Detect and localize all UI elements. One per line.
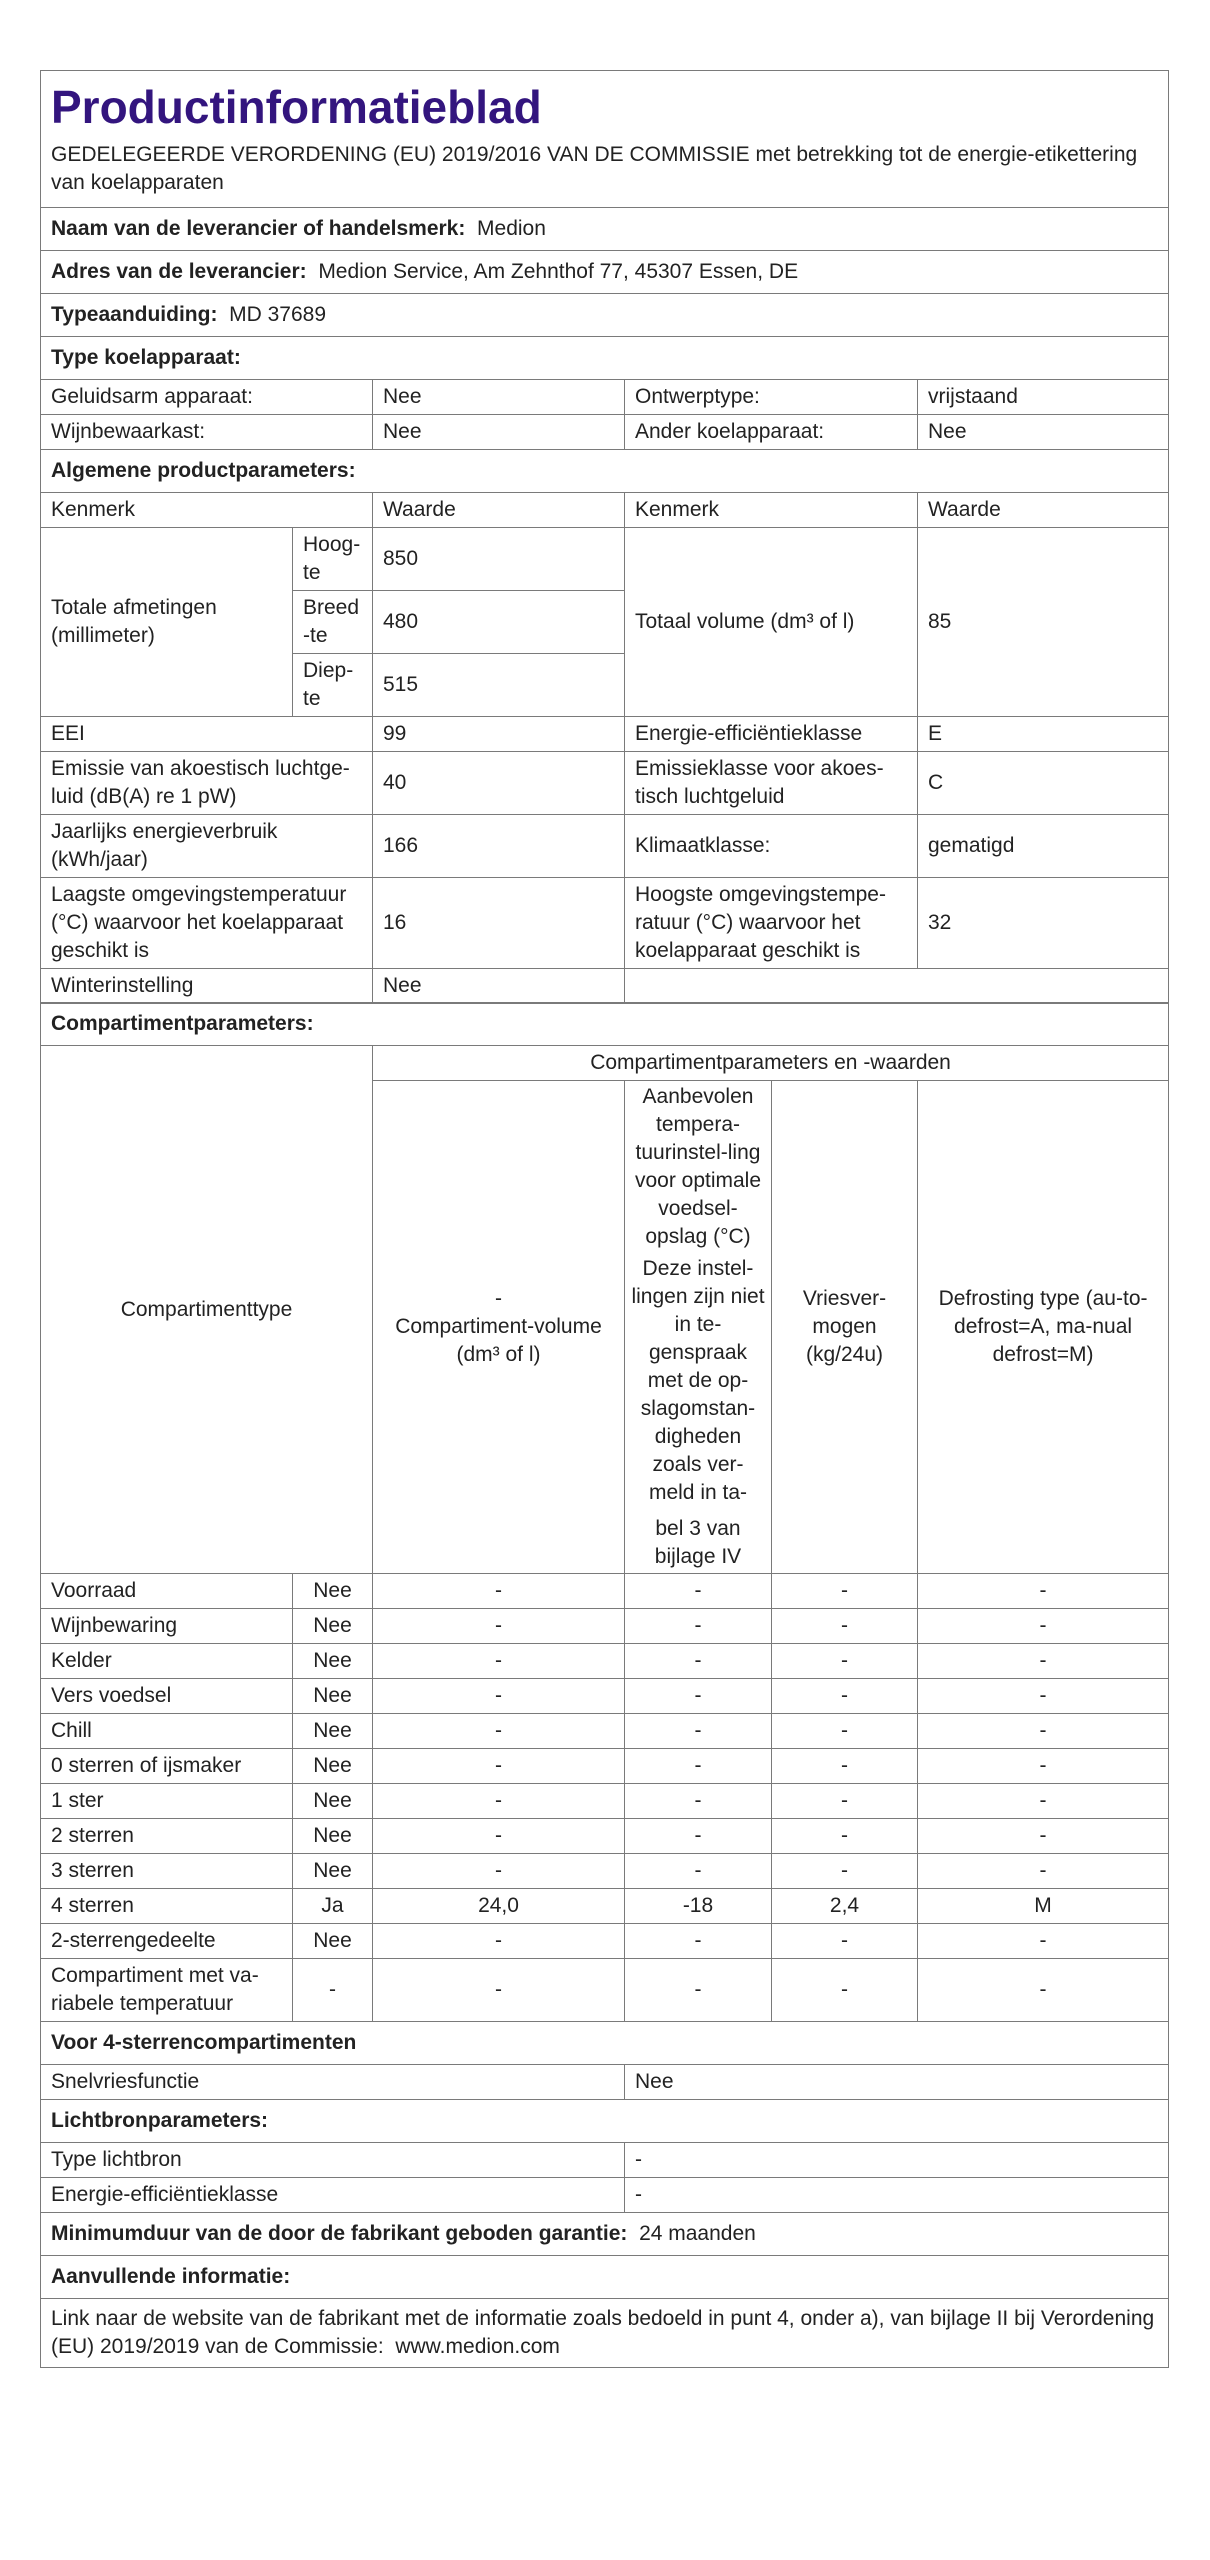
compartment-defrost: - [918,1714,1169,1749]
low-noise-value: Nee [373,380,625,415]
temp-note: Deze instel-lingen zijn niet in te-genspraak met de op-slagomstan-digheden zoals ver-meld in ta- [631,1257,765,1504]
compartment-freeze: - [772,1644,918,1679]
compartment-name: Compartiment met va-riabele temperatuur [41,1959,293,2022]
manufacturer-website-link[interactable]: www.medion.com [395,2334,560,2358]
additional-heading: Aanvullende informatie: [41,2255,1169,2298]
fast-freeze-value: Nee [625,2064,1169,2099]
compartment-name: 1 ster [41,1784,293,1819]
max-temp-value: 32 [918,877,1169,968]
eei-label: EEI [41,716,373,751]
compartment-row [41,1679,1169,1714]
compartment-volume: - [373,1714,625,1749]
model-row [41,294,1169,337]
compartment-defrost: - [918,1959,1169,2022]
compartment-present: - [293,1959,373,2022]
compartment-defrost: - [918,1784,1169,1819]
col-header-kenmerk-2: Kenmerk [625,492,918,527]
depth-label: Diep-te [293,653,373,716]
compartment-row [41,1889,1169,1924]
compartment-volume: - [373,1959,625,2022]
light-class-label: Energie-efficiëntieklasse [41,2177,625,2212]
compartment-defrost: - [918,1749,1169,1784]
compartment-volume: - [373,1924,625,1959]
compartment-freeze: 2,4 [772,1889,918,1924]
compartment-volume: 24,0 [373,1889,625,1924]
col-header-waarde-2: Waarde [918,492,1169,527]
compartment-name: 2-sterrengedeelte [41,1924,293,1959]
other-appliance-label: Ander koelapparaat: [625,415,918,450]
dimensions-label: Totale afmetingen (millimeter) [41,527,293,716]
additional-info-cell [41,2298,1169,2367]
compartment-defrost: - [918,1574,1169,1609]
compartment-temp: - [625,1749,772,1784]
climate-class-label: Klimaatklasse: [625,814,918,877]
col-header-kenmerk-1: Kenmerk [41,492,373,527]
volume-value: 85 [918,527,1169,716]
compartment-temp: - [625,1784,772,1819]
compartment-volume: - [373,1819,625,1854]
energy-class-label: Energie-efficiëntieklasse [625,716,918,751]
depth-value: 515 [373,653,625,716]
compartment-row [41,1609,1169,1644]
compartment-row [41,1574,1169,1609]
compartment-row [41,1854,1169,1889]
col-header-waarde-1: Waarde [373,492,625,527]
compartment-freeze: - [772,1574,918,1609]
model-label: Typeaanduiding: [51,303,218,326]
compartment-row [41,1959,1169,2022]
light-type-label: Type lichtbron [41,2142,625,2177]
volume-header: Compartiment-volume (dm³ of l) [395,1315,602,1366]
supplier-address-label: Adres van de leverancier: [51,260,307,283]
compartment-volume: - [373,1784,625,1819]
light-type-value: - [625,2142,1169,2177]
noise-label: Emissie van akoestisch luchtge-luid (dB(A) re 1 pW) [41,751,373,814]
compartment-row [41,1714,1169,1749]
compartment-row [41,1749,1169,1784]
winter-value: Nee [373,968,625,1003]
compartment-name: 0 sterren of ijsmaker [41,1749,293,1784]
supplier-name-value: Medion [477,217,546,240]
compartment-present: Nee [293,1819,373,1854]
freeze-header: Vriesver-mogen (kg/24u) [772,1081,918,1574]
temp-header-cell [625,1081,772,1574]
compartment-defrost: - [918,1854,1169,1889]
warranty-row [41,2212,1169,2255]
width-value: 480 [373,590,625,653]
compartment-freeze: - [772,1749,918,1784]
compartment-present: Nee [293,1714,373,1749]
compartment-volume: - [373,1679,625,1714]
temp-note-cont: bel 3 van bijlage IV [654,1517,742,1568]
compartment-defrost: - [918,1819,1169,1854]
climate-class-value: gematigd [918,814,1169,877]
compartment-present: Nee [293,1609,373,1644]
temp-header: Aanbevolen tempera-tuurinstel-ling voor optimale voedsel-opslag (°C) [634,1085,762,1248]
empty-cell [625,968,1169,1003]
compartment-name: Chill [41,1714,293,1749]
compartment-name: Kelder [41,1644,293,1679]
compartment-temp: - [625,1924,772,1959]
wine-storage-label: Wijnbewaarkast: [41,415,373,450]
page-title: Productinformatieblad [51,81,542,133]
volume-header-cell [373,1081,625,1574]
winter-label: Winterinstelling [41,968,373,1003]
fast-freeze-label: Snelvriesfunctie [41,2064,625,2099]
compartment-volume: - [373,1854,625,1889]
compartment-volume: - [373,1609,625,1644]
compartment-present: Nee [293,1784,373,1819]
compartment-present: Nee [293,1574,373,1609]
min-temp-value: 16 [373,877,625,968]
compartment-row [41,1819,1169,1854]
compartment-freeze: - [772,1714,918,1749]
height-label: Hoog-te [293,527,373,590]
compartment-freeze: - [772,1819,918,1854]
compartment-name: Voorraad [41,1574,293,1609]
compartment-temp: - [625,1819,772,1854]
compartment-temp: - [625,1714,772,1749]
compartment-row [41,1784,1169,1819]
compartment-freeze: - [772,1679,918,1714]
annual-energy-value: 166 [373,814,625,877]
compartment-temp: -18 [625,1889,772,1924]
compartment-present: Nee [293,1749,373,1784]
noise-class-value: C [918,751,1169,814]
max-temp-label: Hoogste omgevingstempe-ratuur (°C) waarvoor het koelapparaat geschikt is [625,877,918,968]
supplier-address-value: Medion Service, Am Zehnthof 77, 45307 Essen, DE [318,260,799,283]
compartment-name: 4 sterren [41,1889,293,1924]
volume-label: Totaal volume (dm³ of l) [625,527,918,716]
compartment-freeze: - [772,1924,918,1959]
product-information-sheet [40,70,1168,2368]
supplier-address-row [41,251,1169,294]
noise-value: 40 [373,751,625,814]
compartment-freeze: - [772,1854,918,1889]
compartment-rows [41,1574,1169,2022]
supplier-name-row [41,208,1169,251]
compartment-temp: - [625,1679,772,1714]
general-heading: Algemene productparameters: [41,449,1169,492]
compartment-freeze: - [772,1959,918,2022]
compartment-type-header: Compartimenttype [41,1046,373,1574]
header-table [40,70,1169,450]
compartment-group-header: Compartimentparameters en -waarden [373,1046,1169,1081]
compartment-name: Vers voedsel [41,1679,293,1714]
compartment-present: Ja [293,1889,373,1924]
compartment-present: Nee [293,1679,373,1714]
regulation-subtitle: GEDELEGEERDE VERORDENING (EU) 2019/2016 VAN DE COMMISSIE met betrekking tot de energie-etikettering van koelapparaten [51,143,1138,194]
design-type-value: vrijstaand [918,380,1169,415]
compartment-name: 3 sterren [41,1854,293,1889]
eei-value: 99 [373,716,625,751]
appliance-type-heading: Type koelapparaat: [41,337,1169,380]
height-value: 850 [373,527,625,590]
min-temp-label: Laagste omgevingstemperatuur (°C) waarvoor het koelapparaat geschikt is [41,877,373,968]
annual-energy-label: Jaarlijks energieverbruik (kWh/jaar) [41,814,373,877]
other-appliance-value: Nee [918,415,1169,450]
compartment-temp: - [625,1574,772,1609]
energy-class-value: E [918,716,1169,751]
compartment-volume: - [373,1574,625,1609]
warranty-label: Minimumduur van de door de fabrikant geboden garantie: [51,2221,628,2245]
compartment-present: Nee [293,1924,373,1959]
wine-storage-value: Nee [373,415,625,450]
compartment-present: Nee [293,1854,373,1889]
compartment-temp: - [625,1644,772,1679]
compartment-name: 2 sterren [41,1819,293,1854]
footer-table [40,2021,1169,2368]
compartment-temp: - [625,1609,772,1644]
noise-class-label: Emissieklasse voor akoes-tisch luchtgeluid [625,751,918,814]
compartments-heading: Compartimentparameters: [41,1003,1169,1046]
compartment-table [40,1002,1169,2022]
title-cell [41,71,1169,208]
four-star-heading: Voor 4-sterrencompartimenten [41,2021,1169,2064]
model-value: MD 37689 [229,303,327,326]
defrost-header: Defrosting type (au-to-defrost=A, ma-nual defrost=M) [918,1081,1169,1574]
compartment-defrost: M [918,1889,1169,1924]
compartment-defrost: - [918,1679,1169,1714]
volume-header-dash: - [495,1287,502,1310]
light-heading: Lichtbronparameters: [41,2099,1169,2142]
compartment-freeze: - [772,1609,918,1644]
design-type-label: Ontwerptype: [625,380,918,415]
supplier-name-label: Naam van de leverancier of handelsmerk: [51,217,466,240]
compartment-temp: - [625,1959,772,2022]
compartment-volume: - [373,1644,625,1679]
light-class-value: - [625,2177,1169,2212]
compartment-row [41,1924,1169,1959]
compartment-present: Nee [293,1644,373,1679]
general-parameters-table [40,449,1169,1004]
compartment-defrost: - [918,1924,1169,1959]
width-label: Breed-te [293,590,373,653]
compartment-volume: - [373,1749,625,1784]
compartment-freeze: - [772,1784,918,1819]
compartment-name: Wijnbewaring [41,1609,293,1644]
additional-info-text: Link naar de website van de fabrikant met de informatie zoals bedoeld in punt 4, onder a), van bijlage II bij Verordening (EU) 2019/2019 van de Commissie: [51,2306,1155,2358]
compartment-row [41,1644,1169,1679]
compartment-defrost: - [918,1609,1169,1644]
compartment-defrost: - [918,1644,1169,1679]
compartment-temp: - [625,1854,772,1889]
low-noise-label: Geluidsarm apparaat: [41,380,373,415]
warranty-value: 24 maanden [639,2221,756,2245]
